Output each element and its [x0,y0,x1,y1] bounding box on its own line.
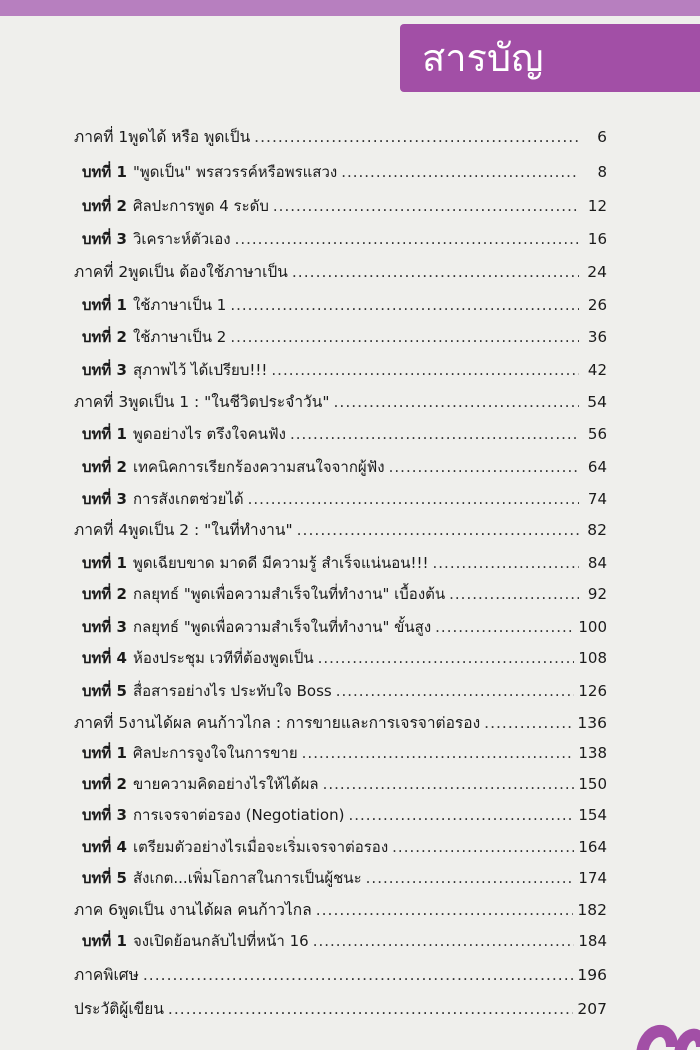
toc-dot-leader [168,1000,573,1018]
toc-dot-leader [313,932,575,950]
toc-dot-leader [292,263,579,281]
toc-chapter-row [82,325,607,355]
toc-chapter-row [82,615,607,645]
toc-chapter-row [82,487,607,517]
toc-page-number: 92 [587,585,607,603]
toc-part-row [74,259,607,289]
toc-page-number: 196 [577,966,607,984]
toc-entry-lead: บทที่ 5 [82,682,127,700]
toc-page-number: 100 [578,618,607,636]
toc-entry-title: เทคนิคการเรียกร้องความสนใจจากผู้ฟัง [132,458,385,476]
toc-page-number: 8 [597,163,607,181]
toc-dot-leader [230,296,579,314]
toc-entry-title: ห้องประชุม เวทีที่ต้องพูดเป็น [132,649,314,667]
toc-entry-title: งานได้ผล คนก้าวไกล : การขายและการเจรจาต่อรอง [128,714,481,732]
toc-chapter-row [82,358,607,388]
toc-entry-lead: บทที่ 2 [82,775,127,793]
toc-page-number: 24 [587,263,607,281]
toc-dot-leader [348,806,574,824]
toc-entry-title: การสังเกตช่วยได้ [132,490,244,508]
toc-entry-title: ภาคพิเศษ [74,966,139,984]
toc-page-number: 16 [587,230,607,248]
toc-entry-title: สุภาพไว้ ได้เปรียบ!!! [132,361,268,379]
toc-entry-lead: ภาคที่ 3 [74,393,129,411]
toc-chapter-row [82,582,607,612]
toc-entry-lead: บทที่ 3 [82,230,127,248]
toc-entry-title: ขายความคิดอย่างไรให้ได้ผล [132,775,319,793]
toc-chapter-row [82,227,607,257]
toc-entry-title: ประวัติผู้เขียน [74,1000,164,1018]
toc-entry-lead: ภาคที่ 5 [74,714,129,732]
toc-page-number: 64 [587,458,607,476]
toc-entry-lead: บทที่ 3 [82,361,127,379]
toc-page-number: 174 [578,869,607,887]
toc-part-row [74,710,607,740]
toc-entry-lead: บทที่ 3 [82,618,127,636]
toc-entry-lead: ภาค 6 [74,901,119,919]
toc-page-number: 184 [578,932,607,950]
toc-entry-lead: บทที่ 1 [82,296,127,314]
toc-dot-leader [290,425,579,443]
toc-dot-leader [271,361,579,379]
toc-page-number: 42 [587,361,607,379]
toc-entry-title: พูดเป็น 2 : "ในที่ทำงาน" [128,521,293,539]
toc-entry-title: พูดเป็น งานได้ผล คนก้าวไกล [118,901,312,919]
toc-dot-leader [449,585,579,603]
toc-page-number: 207 [577,1000,607,1018]
toc-entry-lead: บทที่ 1 [82,425,127,443]
toc-dot-leader [302,744,575,762]
toc-chapter-row [82,835,607,865]
toc-entry-lead: ภาคที่ 4 [74,521,129,539]
toc-part-row [74,389,607,419]
toc-entry-title: พูดเป็น ต้องใช้ภาษาเป็น [128,263,288,281]
toc-entry-lead: บทที่ 3 [82,806,127,824]
toc-page-number: 36 [587,328,607,346]
toc-chapter-row [82,293,607,323]
toc-entry-title: ศิลปะการจูงใจในการขาย [132,744,298,762]
toc-page-number: 82 [587,521,607,539]
toc-entry-lead: ภาคที่ 2 [74,263,129,281]
toc-page-number: 6 [597,128,607,146]
toc-entry-lead: บทที่ 2 [82,458,127,476]
toc-page-number: 150 [578,775,607,793]
toc-entry-title: "พูดเป็น" พรสวรรค์หรือพรแสวง [132,163,338,181]
toc-entry-title: กลยุทธ์ "พูดเพื่อความสำเร็จในที่ทำงาน" เบื้องต้น [132,585,446,603]
toc-chapter-row [82,551,607,581]
toc-entry-title: จงเปิดย้อนกลับไปที่หน้า 16 [132,932,309,950]
toc-entry-lead: บทที่ 4 [82,649,127,667]
toc-entry-lead: ภาคที่ 1 [74,128,129,146]
toc-dot-leader [143,966,574,984]
toc-dot-leader [273,197,579,215]
toc-entry-title: ใช้ภาษาเป็น 1 [132,296,227,314]
toc-dot-leader [323,775,575,793]
toc-page-number: 126 [578,682,607,700]
toc-chapter-row [82,772,607,802]
toc-entry-lead: บทที่ 1 [82,163,127,181]
toc-dot-leader [297,521,579,539]
toc-entry-lead: บทที่ 1 [82,554,127,572]
toc-dot-leader [433,554,579,572]
toc-entry-title: เตรียมตัวอย่างไรเมื่อจะเริ่มเจรจาต่อรอง [132,838,389,856]
toc-entry-title: พูดอย่างไร ตรึงใจคนฟัง [132,425,286,443]
toc-page-number: 182 [577,901,607,919]
toc-part-row [74,897,607,927]
toc-entry-title: วิเคราะห์ตัวเอง [132,230,231,248]
toc-entry-title: สื่อสารอย่างไร ประทับใจ Boss [132,682,332,700]
toc-dot-leader [366,869,575,887]
toc-entry-lead: บทที่ 3 [82,490,127,508]
toc-dot-leader [389,458,579,476]
corner-decoration-icon [632,1002,700,1050]
toc-dot-leader [333,393,579,411]
toc-entry-lead: บทที่ 1 [82,744,127,762]
toc-chapter-row [82,455,607,485]
toc-dot-leader [230,328,579,346]
toc-dot-leader [392,838,574,856]
page-title: สารบัญ [422,36,544,80]
toc-entry-title: พูดได้ หรือ พูดเป็น [128,128,251,146]
toc-dot-leader [248,490,579,508]
toc-page-number: 138 [578,744,607,762]
toc-page-number: 12 [587,197,607,215]
toc-chapter-row [82,929,607,959]
toc-page-number: 74 [587,490,607,508]
toc-entry-title: การเจรจาต่อรอง (Negotiation) [132,806,345,824]
toc-dot-leader [435,618,574,636]
toc-part-row [74,517,607,547]
toc-entry-title: พูดเฉียบขาด มาดดี มีความรู้ สำเร็จแน่นอน!!! [132,554,429,572]
toc-dot-leader [316,901,574,919]
toc-entry-title: ใช้ภาษาเป็น 2 [132,328,227,346]
toc-chapter-row [82,194,607,224]
toc-chapter-row [82,160,607,190]
toc-entry-lead: บทที่ 4 [82,838,127,856]
toc-page-number: 84 [587,554,607,572]
toc-dot-leader [341,163,579,181]
toc-page-number: 26 [587,296,607,314]
toc-entry-lead: บทที่ 2 [82,197,127,215]
toc-page-number: 136 [577,714,607,732]
toc-entry-lead: บทที่ 1 [82,932,127,950]
toc-chapter-row [82,741,607,771]
toc-entry-title: กลยุทธ์ "พูดเพื่อความสำเร็จในที่ทำงาน" ขั้นสูง [132,618,432,636]
toc-entry-title: พูดเป็น 1 : "ในชีวิตประจำวัน" [128,393,330,411]
toc-part-row [74,996,607,1026]
toc-entry-title: ศิลปะการพูด 4 ระดับ [132,197,269,215]
toc-dot-leader [484,714,573,732]
toc-part-row [74,124,607,154]
toc-page-number: 54 [587,393,607,411]
toc-page-number: 154 [578,806,607,824]
toc-part-row [74,962,607,992]
toc-chapter-row [82,422,607,452]
toc-dot-leader [235,230,579,248]
toc-dot-leader [318,649,575,667]
toc-chapter-row [82,803,607,833]
toc-entry-title: สังเกต...เพิ่มโอกาสในการเป็นผู้ชนะ [132,869,362,887]
toc-entry-lead: บทที่ 5 [82,869,127,887]
toc-entry-lead: บทที่ 2 [82,585,127,603]
toc-chapter-row [82,646,607,676]
toc-page-number: 108 [578,649,607,667]
toc-page-number: 56 [587,425,607,443]
toc-dot-leader [254,128,579,146]
toc-page-number: 164 [578,838,607,856]
toc-dot-leader [336,682,575,700]
toc-chapter-row [82,679,607,709]
toc-chapter-row [82,866,607,896]
toc-entry-lead: บทที่ 2 [82,328,127,346]
